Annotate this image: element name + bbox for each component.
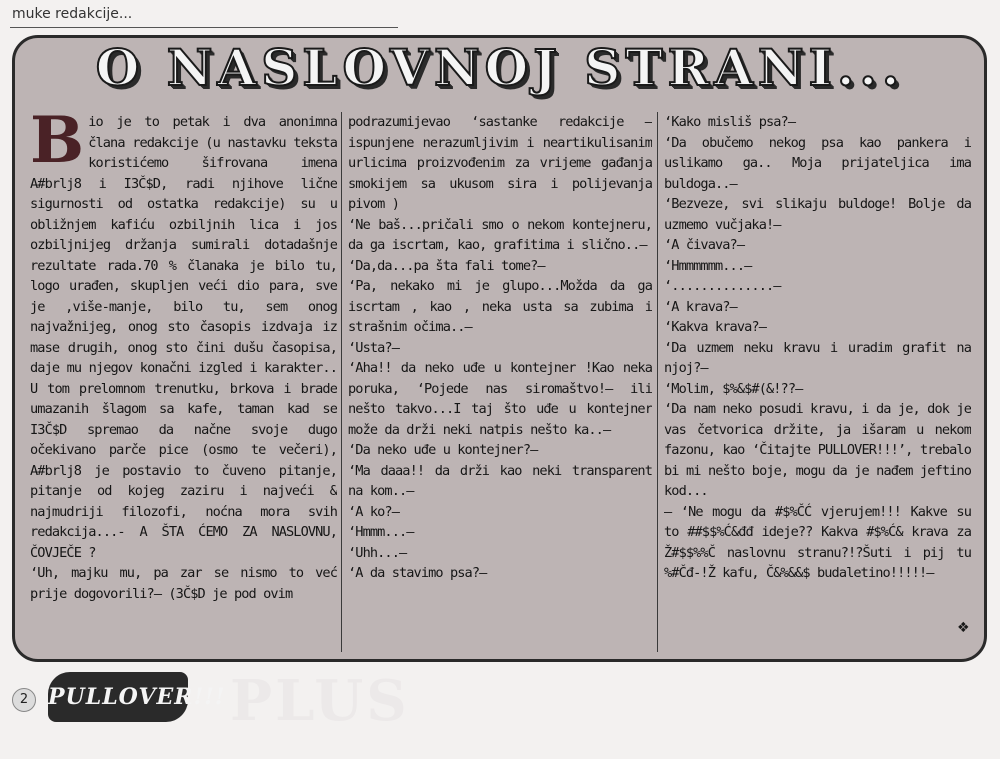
page-number: 2 (12, 688, 36, 712)
paragraph: ‘A čivava?– (664, 237, 745, 253)
paragraph: ‘A krava?– (664, 298, 737, 315)
column-divider (341, 112, 342, 652)
lead-paragraph (30, 112, 337, 563)
article-column-3 (664, 112, 971, 652)
end-mark-icon: ❖ (957, 620, 970, 636)
paragraph: ‘Da uzmem neku kravu i uradim grafit na njoj?– (664, 339, 971, 376)
paragraph: ‘Molim, $%&$#(&!??– (664, 380, 803, 397)
column-divider (657, 112, 658, 652)
paragraph: ‘A ko?– (348, 503, 399, 520)
paragraph: ‘Uh, majku mu, pa zar se nismo to već prije dogovorili?– (3Č$D je pod ovim (30, 565, 337, 602)
paragraph: ‘..............– (664, 278, 781, 294)
header-rule (10, 27, 398, 28)
lead-text: io je to petak i dva anonimna člana redakcije (u nastavku teksta koristićemo šifrovana imena A#brlj8 i I3Č$D, radi njihove lične sigurnosti od ostatka redakcije) su u obližnjem kafiću ozbiljnih lica i jos ozbiljnijeg držanja sumirali dotadašnje rezultate rada.70 % članaka je bilo tu, logo urađen, skupljen veći dio para, sve je ,više-manje, bilo tu, sem onog najvažnijeg, onog sto časopis izdvaja iz mase drugih, onog sto čini dušu časopisa, daje mu njegov konačni izgled i karakter.. U tom prelomnom trenutku, brkova i brade umazanih šlagom sa kafe, taman kad se I3Č$D spremao da načne svoje dugo očekivano parče pice (osmo te večeri), A#brlj8 je postavio to čuveno pitanje, pitanje od kojeg zaziru i najveći & najmudriji filozofi, noćna mora svih redakcija...- A ŠTA ĆEMO ZA NASLOVNU, ČOVJEČE ? (30, 114, 337, 561)
paragraph: ‘Da neko uđe u kontejner?– (348, 442, 538, 458)
paragraph: ‘A da stavimo psa?– (348, 565, 487, 581)
bleed-through-watermark: PLUS (230, 668, 410, 734)
paragraph: ‘Pa, nekako mi je glupo...Možda da ga iscrtam , kao , neka usta sa zubima i strašnim očima..– (348, 278, 652, 335)
article-column-1 (30, 112, 337, 652)
article-title: O NASLOVNOJ STRANI... (95, 38, 905, 97)
paragraph: ‘Da obučemo nekog psa kao pankera i uslikamo ga.. Moja prijateljica ima buldoga..– (664, 134, 971, 192)
article-column-2 (348, 112, 652, 652)
paragraph: ‘Ne baš...pričali smo o nekom kontejneru, da ga iscrtam, kao, grafitima i slično..– (348, 216, 652, 253)
paragraph: ‘Hmmm...– (348, 524, 414, 540)
drop-cap: B (30, 112, 84, 178)
paragraph: ‘Ma daaa!! da drži kao neki transparent na kom..– (348, 462, 652, 499)
magazine-logo: PULLOVER!!! (48, 672, 188, 722)
paragraph: ‘Da nam neko posudi kravu, i da je, dok je vas četvorica držite, ja išaram u nekom fazonu, kao ‘Čitajte PULLOVER!!!’, trebalo bi mi nešto boje, mogu da je nađem jeftino kod... (664, 401, 971, 499)
paragraph: ‘Kako misliš psa?– (664, 114, 796, 130)
paragraph: ‘Kakva krava?– (664, 319, 766, 335)
paragraph: podrazumijevao ‘sastanke redakcije – ispunjene nerazumljivim i neartikulisanim urlicima proizvođenim za vrijeme gađanja smokijem sa ukusom sira i polijevanja pivom ) (348, 114, 652, 212)
paragraph: ‘Da,da...pa šta fali tome?– (348, 257, 545, 274)
paragraph: ‘Uhh...– (348, 544, 407, 561)
paragraph: ‘Usta?– (348, 339, 399, 356)
paragraph: ‘Hmmmmmm...– (664, 257, 752, 274)
section-label: muke redakcije... (12, 6, 133, 22)
paragraph: ‘Bezveze, svi slikaju buldoge! Bolje da uzmemo vučjaka!– (664, 196, 971, 233)
paragraph: – ‘Ne mogu da #$%ČĆ vjerujem!!! Kakve su to ##$$%Ć&đđ ideje?? Kakva #$%Ć& krava za Ž#$$%%Č naslovnu stranu?!?Šuti i pij tu %#Čđ-!Ž kafu, Č&%&&$ budaletino!!!!!– (664, 503, 971, 581)
paragraph: ‘Aha!! da neko uđe u kontejner !Kao neka poruka, ‘Pojede nas siromaštvo!– ili nešto takvo...I taj što uđe u kontejner može da drži neki natpis nešto ka..– (348, 360, 652, 438)
